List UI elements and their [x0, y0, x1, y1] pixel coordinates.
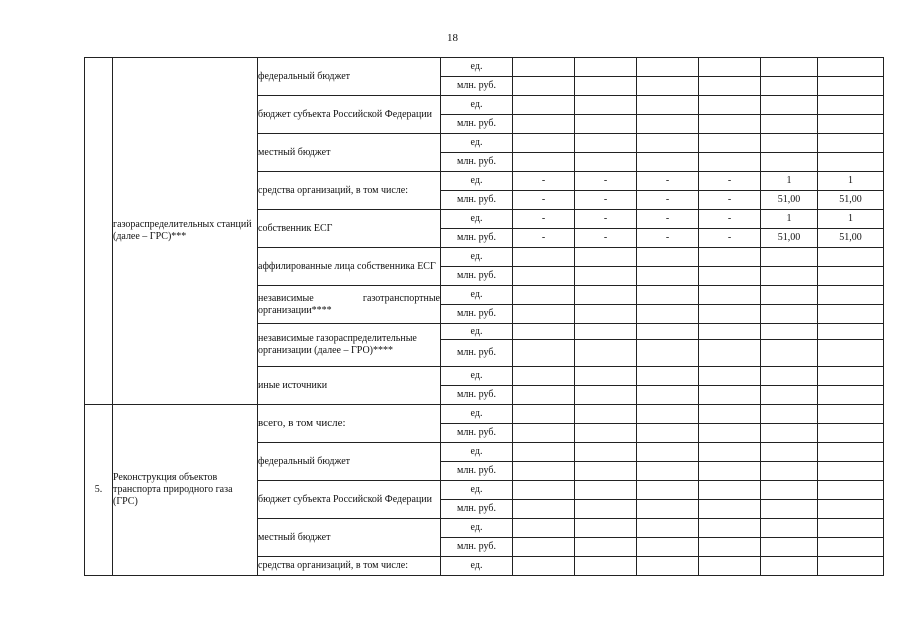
unit-label: ед.: [441, 443, 513, 462]
value-cell: -: [575, 210, 637, 229]
unit-label: млн. руб.: [441, 538, 513, 557]
value-cell: -: [637, 191, 699, 210]
unit-label: ед.: [441, 58, 513, 77]
unit-label: ед.: [441, 519, 513, 538]
item-name: Реконструкция объектов транспорта природного газа (ГРС): [113, 405, 258, 576]
unit-label: млн. руб.: [441, 77, 513, 96]
unit-label: млн. руб.: [441, 386, 513, 405]
unit-label: ед.: [441, 248, 513, 267]
value-cell: -: [637, 229, 699, 248]
unit-label: ед.: [441, 405, 513, 424]
source-subject-budget: бюджет субъекта Российской Федерации: [258, 481, 441, 519]
unit-label: ед.: [441, 286, 513, 305]
table-row: [85, 58, 884, 77]
value-cell: 51,00: [761, 191, 818, 210]
source-gro: независимые газораспределительные организации (далее – ГРО)****: [258, 324, 441, 367]
value-cell: -: [637, 172, 699, 191]
value-cell: 1: [761, 172, 818, 191]
value-cell: 51,00: [818, 191, 884, 210]
investment-table: [84, 57, 884, 576]
unit-label: млн. руб.: [441, 191, 513, 210]
unit-label: ед.: [441, 367, 513, 386]
source-subject-budget: бюджет субъекта Российской Федерации: [258, 96, 441, 134]
unit-label: млн. руб.: [441, 305, 513, 324]
value-cell: -: [637, 210, 699, 229]
source-owner-esg: собственник ЕСГ: [258, 210, 441, 248]
source-local-budget: местный бюджет: [258, 519, 441, 557]
value-cell: 1: [761, 210, 818, 229]
source-organizations: средства организаций, в том числе:: [258, 172, 441, 210]
unit-label: ед.: [441, 210, 513, 229]
value-cell: -: [699, 191, 761, 210]
unit-label: ед.: [441, 557, 513, 576]
source-federal-budget: федеральный бюджет: [258, 443, 441, 481]
source-federal-budget: федеральный бюджет: [258, 58, 441, 96]
source-local-budget: местный бюджет: [258, 134, 441, 172]
unit-label: ед.: [441, 96, 513, 115]
value-cell: 1: [818, 172, 884, 191]
page-number: 18: [447, 32, 458, 44]
value-cell: -: [575, 229, 637, 248]
source-affiliated: аффилированные лица собственника ЕСГ: [258, 248, 441, 286]
value-cell: -: [699, 229, 761, 248]
unit-label: млн. руб.: [441, 115, 513, 134]
value-cell: 51,00: [818, 229, 884, 248]
unit-label: млн. руб.: [441, 340, 513, 367]
item-name: газораспределительных станций (далее – ГРС)***: [113, 58, 258, 405]
unit-label: млн. руб.: [441, 500, 513, 519]
unit-label: ед.: [441, 324, 513, 340]
value-cell: -: [575, 191, 637, 210]
value-cell: 51,00: [761, 229, 818, 248]
source-transport-orgs: [258, 286, 441, 324]
unit-label: ед.: [441, 481, 513, 500]
item-number-cell: [85, 58, 113, 405]
value-cell: -: [575, 172, 637, 191]
source-organizations: средства организаций, в том числе:: [258, 557, 441, 576]
source-other: иные источники: [258, 367, 441, 405]
table-row: [85, 405, 884, 424]
unit-label: ед.: [441, 172, 513, 191]
source-total: всего, в том числе:: [258, 405, 441, 443]
unit-label: млн. руб.: [441, 229, 513, 248]
value-cell: -: [513, 191, 575, 210]
source-transport-line1: независимые газотранспортные: [258, 292, 440, 304]
value-cell: -: [699, 172, 761, 191]
value-cell: -: [513, 210, 575, 229]
unit-label: млн. руб.: [441, 462, 513, 481]
item-number: 5.: [85, 405, 113, 576]
unit-label: млн. руб.: [441, 267, 513, 286]
source-transport-line2: организации****: [258, 304, 332, 316]
value-cell: -: [513, 172, 575, 191]
value-cell: -: [513, 229, 575, 248]
unit-label: млн. руб.: [441, 424, 513, 443]
value-cell: 1: [818, 210, 884, 229]
unit-label: млн. руб.: [441, 153, 513, 172]
unit-label: ед.: [441, 134, 513, 153]
value-cell: -: [699, 210, 761, 229]
